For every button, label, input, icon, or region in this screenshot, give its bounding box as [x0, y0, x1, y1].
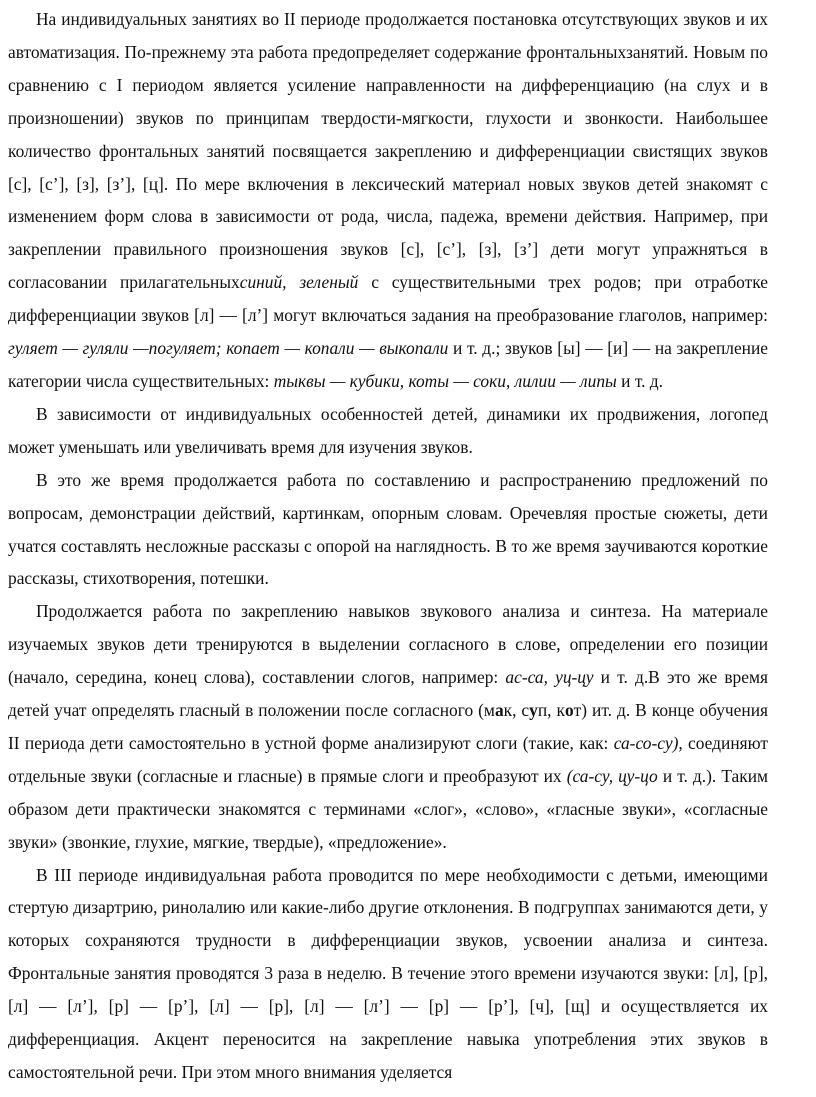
paragraph-1-italic-1: синий, зеленый: [239, 272, 359, 293]
paragraph-4-text-6: соединяют отдельные звуки (согласные и гласные) в прямые слоги и преобразуют их: [8, 732, 768, 786]
paragraph-1-text-2: с существительными трех родов; при отработке дифференциации звуков [л] — [л’] могут включаться задания на преобразование глаголов, например:: [8, 272, 768, 326]
document-page: [8, 0, 768, 1089]
paragraph-4: [8, 595, 768, 858]
paragraph-4-text-5: т) ит. д. В конце обучения II периода дети самостоятельно в устной форме анализируют слоги (такие, как:: [8, 700, 769, 753]
paragraph-1-italic-3: тыквы — кубики, коты — соки, лилии — липы: [273, 370, 617, 391]
paragraph-1-italic-2: гуляет — гуляли —погуляет; копает — копали — выкопали: [8, 338, 449, 359]
paragraph-4-text-4: п, к: [537, 700, 565, 721]
paragraph-1-text-3: и т. д.; звуков [ы] — [и] — на закрепление категории числа существительных:: [8, 338, 769, 391]
paragraph-4-bold-1: а: [494, 700, 504, 721]
paragraph-4-bold-2: у: [529, 700, 538, 721]
paragraph-4-bold-3: о: [564, 700, 574, 721]
paragraph-4-italic-2: са-со-су),: [613, 732, 683, 753]
paragraph-4-italic-1: ас-са, уц-цу: [505, 667, 594, 688]
paragraph-4-text-1: Продолжается работа по закреплению навыков звукового анализа и синтеза. На материале изучаемых звуков дети тренируются в выделении согласного в слове, определении его позиции (начало, середина, конец слова), составлении слогов, например:: [8, 601, 768, 688]
paragraph-4-text-7: и т. д.). Таким образом дети практически знакомятся с терминами «слог», «слово», «гласные звуки», «согласные звуки» (звонкие, глухие, мягкие, твердые), «предложение».: [8, 765, 769, 852]
paragraph-1: [8, 3, 768, 398]
paragraph-4-text-2: и т. д.В это же время детей учат определять гласный в положении после согласного (м: [8, 667, 768, 721]
paragraph-2: В зависимости от индивидуальных особенностей детей, динамики их продвижения, логопед может уменьшать или увеличивать время для изучения звуков.: [8, 403, 768, 457]
paragraph-3: В это же время продолжается работа по составлению и распространению предложений по вопросам, демонстрации действий, картинкам, опорным словам. Оречевляя простые сюжеты, дети учатся составлять несложные рассказы с опорой на наглядность. В то же время заучиваются короткие рассказы, стихотворения, потешки.: [8, 469, 768, 589]
paragraph-4-italic-3: (са-су, цу-цо: [566, 765, 658, 786]
paragraph-5: В III периоде индивидуальная работа проводится по мере необходимости с детьми, имеющими стертую дизартрию, ринолалию или какие-либо другие отклонения. В подгруппах занимаются дети, у которых сохраняются трудности в дифференциации звуков, усвоении анализа и синтеза. Фронтальные занятия проводятся 3 раза в неделю. В течение этого времени изучаются звуки: [л], [р], [л] — [л’], [р] — [р’], [л] — [р], [л] — [л’] — [р] — [р’], [ч], [щ] и осуществляется их дифференциация. Акцент переносится на закрепление навыка употребления этих звуков в самостоятельной речи. При этом много внимания уделяется: [8, 864, 768, 1082]
paragraph-1-text-4: и т. д.: [616, 370, 663, 391]
paragraph-4-text-3: к, с: [503, 700, 530, 721]
paragraph-1-text-1: На индивидуальных занятиях во II периоде продолжается постановка отсутствующих звуков и их автоматизация. По-прежнему эта работа предопределяет содержание фронтальныхзанятий. Новым по сравнению с I периодом является усиление направленности на дифференциацию (на слух и в произношении) звуков по принципам твердости-мягкости, глухости и звонкости. Наибольшее количество фронтальных занятий посвящается закреплению и дифференциации свистящих звуков [с], [с’], [з], [з’], [ц]. По мере включения в лексический материал новых звуков детей знакомят с изменением форм слова в зависимости от рода, числа, падежа, времени действия. Например, при закреплении правильного произношения звуков [с], [с’], [з], [з’] дети могут упражняться в согласовании прилагательных: [8, 9, 768, 293]
